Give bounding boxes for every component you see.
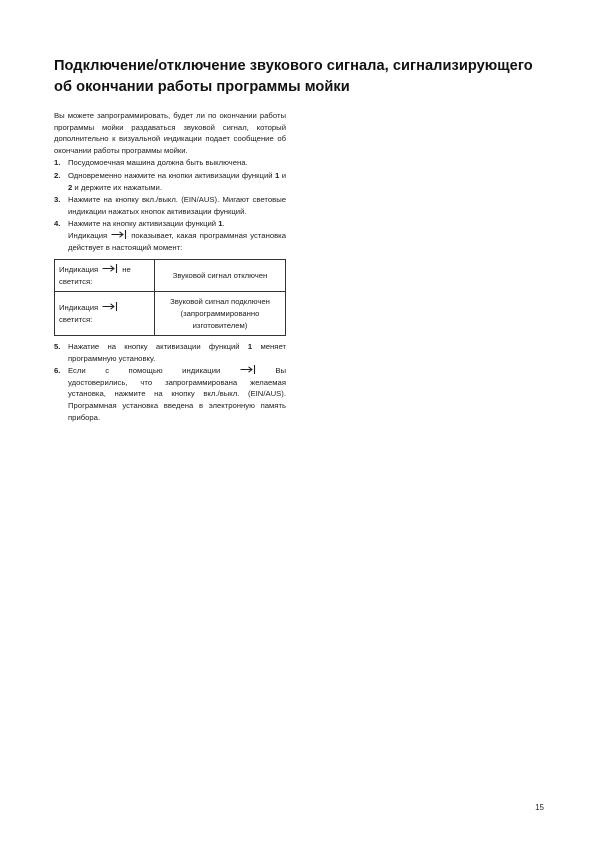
text-part: Индикация [68, 230, 108, 240]
cell-text: не [122, 265, 131, 275]
arrow-to-bar-icon [111, 230, 127, 239]
step-first-line [68, 365, 286, 377]
text-part: показывает, какая программная установка действует в настоящий момент: [68, 230, 286, 252]
step-text [68, 218, 286, 253]
function-key-number: 1 [247, 342, 253, 352]
page-number: 15 [535, 803, 544, 812]
step-text: Нажмите на кнопку вкл./выкл. (EIN/AUS). Мигают световые индикации нажатых кнопок активизации функций. [68, 195, 286, 216]
arrow-to-bar-icon [102, 302, 118, 311]
table-row [55, 292, 286, 336]
step-5 [54, 341, 286, 364]
table-row [55, 260, 286, 292]
intro-paragraph: Вы можете запрограммировать, будет ли по окончании работы программы мойки раздаваться звуковой сигнал, который дополнительно к визуальной индикации подает сообщение об окончании работы программы мойки. [54, 111, 286, 155]
text-part: Нажатие на кнопку активизации функций [68, 342, 248, 352]
step-text [68, 341, 286, 364]
step-3 [54, 194, 286, 217]
cell-text: светится: [59, 276, 93, 286]
step-number: 5. [54, 342, 61, 352]
text-part: . [222, 219, 225, 229]
text-part: и держите их нажатыми. [72, 182, 162, 192]
step-text [68, 170, 286, 193]
text-part: Одновременно нажмите на кнопки активизации функций [68, 170, 275, 180]
cell-text: Индикация [59, 303, 99, 313]
function-key-number: 1 [274, 170, 280, 180]
step-number: 1. [54, 158, 61, 168]
step-number: 4. [54, 219, 61, 229]
text-part: Если [68, 366, 86, 376]
text-part: Нажмите на кнопку активизации функций [68, 219, 219, 229]
cell-text: светится: [59, 314, 93, 324]
table-cell-value: Звуковой сигнал отключен [155, 260, 286, 292]
table-cell-value: Звуковой сигнал подключен (запрограммированно изготовителем) [155, 292, 286, 336]
arrow-to-bar-icon [240, 365, 256, 374]
step-number: 6. [54, 366, 61, 376]
step-number: 3. [54, 195, 61, 205]
table-cell-label [55, 292, 155, 336]
arrow-to-bar-icon [102, 264, 118, 273]
step-6 [54, 365, 286, 423]
step-4 [54, 218, 286, 253]
step-number: 2. [54, 170, 61, 180]
text-part: помощью [128, 366, 163, 376]
step-2 [54, 170, 286, 193]
main-column [54, 110, 286, 423]
text-part: меняет программную установку. [68, 342, 286, 363]
step-1 [54, 157, 286, 169]
function-key-number: 2 [68, 182, 73, 192]
step-text [68, 365, 286, 423]
cell-text: Индикация [59, 265, 99, 275]
table-cell-label [55, 260, 155, 292]
text-part: и [279, 170, 286, 180]
step-text: Посудомоечная машина должна быть выключена. [68, 158, 248, 168]
text-part: с [105, 366, 110, 376]
text-part: удостоверились, что запрограммирована желаемая установка, нажмите на кнопку вкл./выкл. (EIN/AUS). Программная установка введена в электронную память прибора. [68, 377, 286, 422]
page-title: Подключение/отключение звукового сигнала, сигнализирующего об окончании работы программы мойки [54, 58, 533, 95]
indicator-table [54, 259, 286, 336]
text-part: Вы [275, 366, 286, 376]
text-part: индикации [182, 366, 221, 376]
function-key-number: 1 [218, 219, 223, 229]
